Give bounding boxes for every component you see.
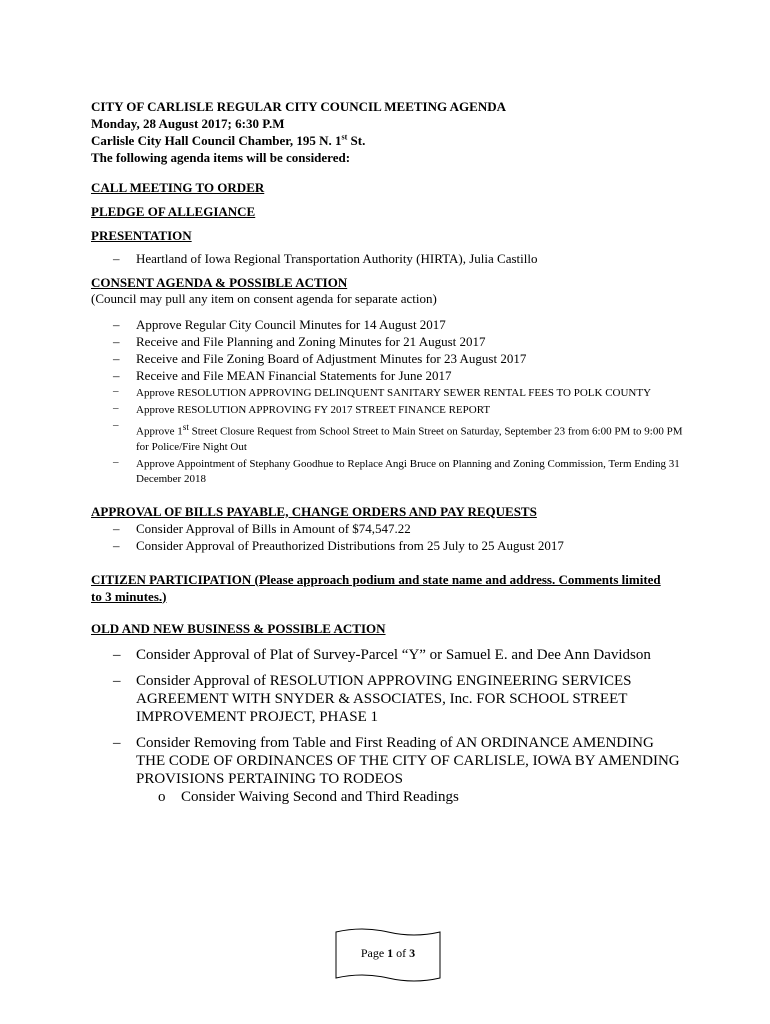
- meeting-location: Carlisle City Hall Council Chamber, 195 N. 1st St.: [91, 132, 366, 148]
- list-item: – Approve Appointment of Stephany Goodhue to Replace Angi Bruce on Planning and Zoning Commission, Term Ending 31 December 2018: [91, 455, 691, 487]
- section-consent-agenda: CONSENT AGENDA & POSSIBLE ACTION: [91, 275, 348, 290]
- list-item: – Approve RESOLUTION APPROVING FY 2017 STREET FINANCE REPORT: [91, 401, 691, 418]
- section-bills: APPROVAL OF BILLS PAYABLE, CHANGE ORDERS AND PAY REQUESTS: [91, 503, 537, 519]
- list-item: – Approve RESOLUTION APPROVING DELINQUENT SANITARY SEWER RENTAL FEES TO POLK COUNTY: [91, 384, 691, 401]
- agenda-title: CITY OF CARLISLE REGULAR CITY COUNCIL MEETING AGENDA: [91, 99, 506, 114]
- list-item: – Receive and File Zoning Board of Adjustment Minutes for 23 August 2017: [91, 350, 691, 367]
- bills-list: [91, 520, 691, 554]
- agenda-intro: The following agenda items will be considered:: [91, 150, 351, 165]
- business-sub-list: [91, 788, 691, 806]
- consent-note: (Council may pull any item on consent agenda for separate action): [91, 291, 437, 306]
- section-business: OLD AND NEW BUSINESS & POSSIBLE ACTION: [91, 620, 386, 636]
- page-number: Page 1 of 3: [360, 946, 416, 960]
- list-item: – Consider Approval of Bills in Amount of $74,547.22: [91, 520, 691, 537]
- list-item: – Receive and File Planning and Zoning Minutes for 21 August 2017: [91, 333, 691, 350]
- list-item: – Consider Approval of Plat of Survey-Parcel “Y” or Samuel E. and Dee Ann Davidson: [91, 646, 681, 664]
- list-item: – Approve Regular City Council Minutes for 14 August 2017: [91, 316, 691, 333]
- section-pledge: PLEDGE OF ALLEGIANCE: [91, 204, 256, 219]
- section-call-to-order: CALL MEETING TO ORDER: [91, 180, 265, 195]
- list-item: – Consider Approval of RESOLUTION APPROVING ENGINEERING SERVICES AGREEMENT WITH SNYDER & ASSOCIATES, Inc. FOR SCHOOL STREET IMPROVEMENT PROJECT, PHASE 1: [91, 672, 681, 726]
- list-item: – Approve 1st Street Closure Request from School Street to Main Street on Saturday, September 23 from 6:00 PM to 9:00 PM for Police/Fire Night Out: [91, 418, 691, 455]
- business-list: [91, 646, 681, 788]
- agenda-document: [91, 98, 691, 806]
- presentation-list: [91, 250, 691, 267]
- meeting-date: Monday, 28 August 2017; 6:30 P.M: [91, 116, 285, 131]
- list-item: – Heartland of Iowa Regional Transportation Authority (HIRTA), Julia Castillo: [91, 250, 691, 267]
- section-citizen-participation: CITIZEN PARTICIPATION (Please approach podium and state name and address. Comments limited to 3 minutes.): [91, 571, 661, 604]
- consent-list: [91, 316, 691, 487]
- list-item: o Consider Waiving Second and Third Readings: [91, 788, 691, 806]
- section-presentation: PRESENTATION: [91, 228, 192, 243]
- list-item: – Receive and File MEAN Financial Statements for June 2017: [91, 367, 691, 384]
- list-item: – Consider Approval of Preauthorized Distributions from 25 July to 25 August 2017: [91, 537, 691, 554]
- list-item: – Consider Removing from Table and First Reading of AN ORDINANCE AMENDING THE CODE OF ORDINANCES OF THE CITY OF CARLISLE, IOWA BY AMENDING PROVISIONS PERTAINING TO RODEOS: [91, 734, 681, 788]
- page-footer: [335, 926, 441, 984]
